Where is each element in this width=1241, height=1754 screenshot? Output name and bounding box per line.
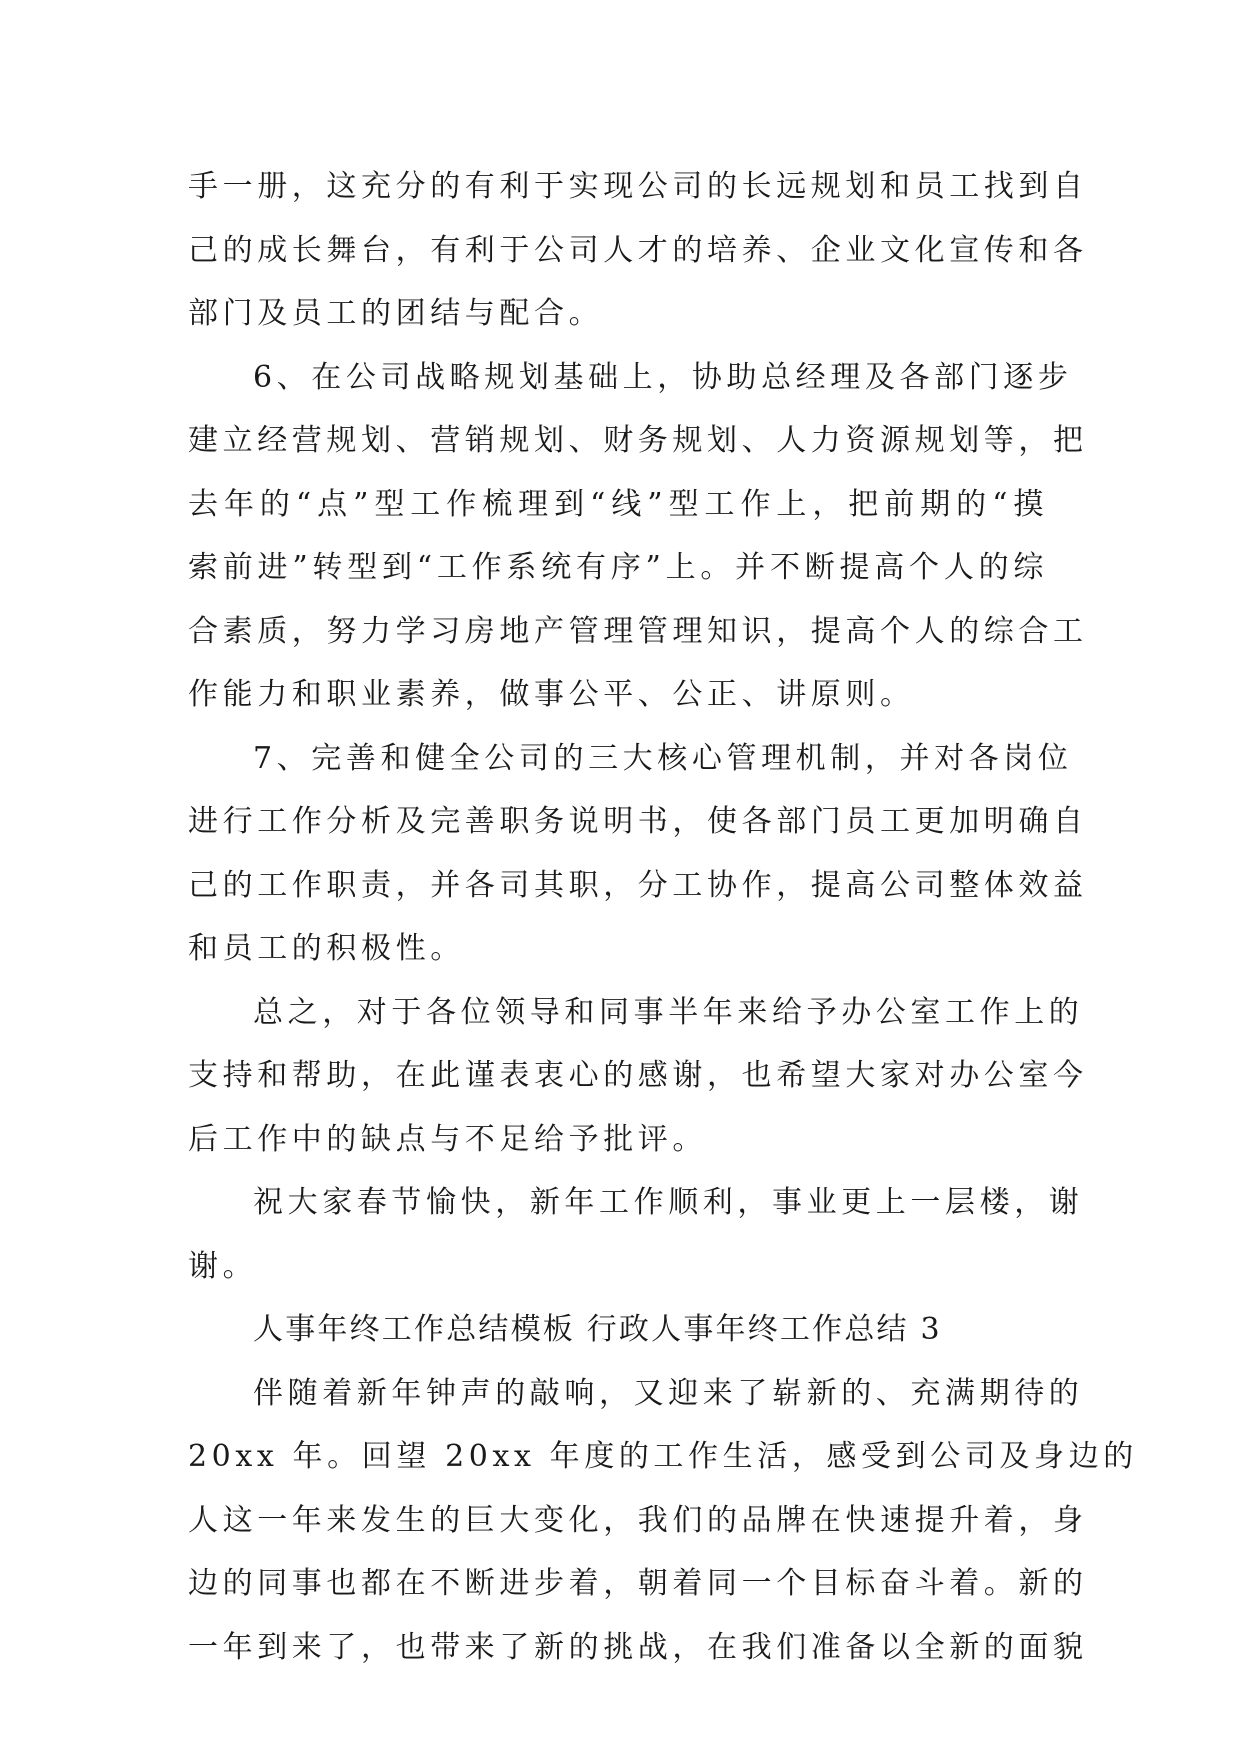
paragraph [188,727,1088,981]
text-line: 部门及员工的团结与配合。 [188,296,604,331]
text-line: 建立经营规划、营销规划、财务规划、人力资源规划等，把 [188,423,1088,458]
text-line: 手一册，这充分的有利于实现公司的长远规划和员工找到自 [188,169,1088,204]
section-heading [188,1298,1048,1362]
paragraph [188,1171,1084,1298]
paragraph [188,981,1088,1172]
document-body [188,155,1138,1679]
text-line: 总之，对于各位领导和同事半年来给予办公室工作上的 [253,994,1084,1030]
text-line: 6、在公司战略规划基础上，协助总经理及各部门逐步 [253,359,1073,395]
text-line: 己的成长舞台，有利于公司人才的培养、企业文化宣传和各 [188,232,1088,268]
text-line: 己的工作职责，并各司其职，分工协作，提高公司整体效益 [188,867,1088,903]
text-line: 后工作中的缺点与不足给予批评。 [188,1121,707,1157]
text-line: 去年的“点”型工作梳理到“线”型工作上，把前期的“摸 [188,486,1048,522]
paragraph [188,155,1088,346]
text-line: 伴随着新年钟声的敲响，又迎来了崭新的、充满期待的 [253,1375,1084,1411]
text-line: 20xx 年。回望 20xx 年度的工作生活，感受到公司及身边的 [188,1439,1138,1474]
text-line: 7、完善和健全公司的三大核心管理机制，并对各岗位 [253,740,1073,776]
text-line: 人事年终工作总结模板 行政人事年终工作总结 3 [253,1312,942,1347]
text-line: 支持和帮助，在此谨表衷心的感谢，也希望大家对办公室今 [188,1058,1088,1093]
paragraph [188,346,1088,727]
text-line: 进行工作分析及完善职务说明书，使各部门员工更加明确自 [188,804,1088,839]
paragraph [188,1362,1138,1680]
text-line: 谢。 [188,1248,258,1284]
text-line: 一年到来了，也带来了新的挑战，在我们准备以全新的面貌 [188,1629,1088,1665]
text-line: 祝大家春节愉快，新年工作顺利，事业更上一层楼，谢 [253,1185,1084,1220]
text-line: 作能力和职业素养，做事公平、公正、讲原则。 [188,677,915,712]
text-line: 索前进”转型到“工作系统有序”上。并不断提高个人的综 [188,550,1048,585]
text-line: 合素质，努力学习房地产管理管理知识，提高个人的综合工 [188,613,1088,649]
text-line: 人这一年来发生的巨大变化，我们的品牌在快速提升着，身 [188,1502,1088,1538]
text-line: 边的同事也都在不断进步着，朝着同一个目标奋斗着。新的 [188,1566,1088,1601]
text-line: 和员工的积极性。 [188,931,465,966]
